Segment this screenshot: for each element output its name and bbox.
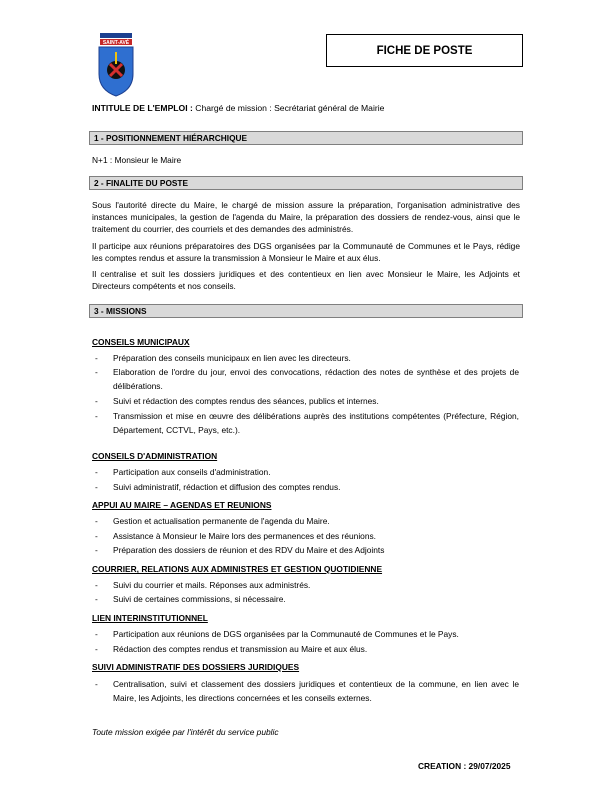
mission-item [95,365,519,393]
mission-item-text: Assistance à Monsieur le Maire lors des permanences et des réunions. [113,531,377,541]
job-title-line [92,103,384,113]
mission-group-title: CONSEILS D'ADMINISTRATION [92,451,218,461]
finalite-paragraph-2: Il participe aux réunions préparatoires des DGS organisées par la Communauté de Communes et le Pays, rédige les comptes rendus et assure la transmission à Monsieur le Maire et aux élus. [92,241,520,264]
bullet-dash: - [95,467,98,477]
finalite-paragraph-3: Il centralise et suit les dossiers juridiques et des contentieux en lien avec Monsieur le Maire, les Adjoints et Directeurs compétents et nos conseils. [92,269,520,292]
job-title-label: INTITULE DE L'EMPLOI : [92,103,193,113]
bullet-dash: - [95,580,98,590]
mission-item [95,465,519,479]
bullet-dash: - [95,629,98,639]
mission-item-text: Suivi du courrier et mails. Réponses aux administrés. [113,580,311,590]
mission-item-text: Participation aux réunions de DGS organisées par la Communauté de Communes et le Pays. [113,629,459,639]
bullet-dash: - [95,679,98,689]
mission-item [95,514,519,528]
mission-item-text: Gestion et actualisation permanente de l'agenda du Maire. [113,516,330,526]
mission-item-text: Elaboration de l'ordre du jour, envoi des convocations, rédaction des notes de synthèse et des projets de délibérations. [113,367,519,392]
section-2-heading: 2 - FINALITE DU POSTE [89,176,523,190]
section-1-heading: 1 - POSITIONNEMENT HIÉRARCHIQUE [89,131,523,145]
bullet-dash: - [95,594,98,604]
mission-item [95,394,519,408]
bullet-dash: - [95,516,98,526]
coat-of-arms-logo [96,30,136,98]
mission-item [95,578,519,592]
mission-item-text: Préparation des conseils municipaux en lien avec les directeurs. [113,353,351,363]
bullet-dash: - [95,545,98,555]
mission-item [95,480,519,494]
mission-item [95,642,519,656]
mission-item-text: Suivi administratif, rédaction et diffusion des comptes rendus. [113,482,341,492]
mission-item-text: Préparation des dossiers de réunion et des RDV du Maire et des Adjoints [113,545,385,555]
mission-item-text: Suivi de certaines commissions, si nécessaire. [113,594,286,604]
mission-item [95,409,519,437]
bullet-dash: - [95,367,98,377]
mission-item-text: Centralisation, suivi et classement des dossiers juridiques et contentieux de la commune, en lien avec le Maire, les Adjoints, les directions concernées et les conseils externes. [113,679,519,704]
mission-item [95,529,519,543]
mission-item-text: Transmission et mise en œuvre des délibérations auprès des institutions compétentes (Préfecture, Région, Département, CCTVL, Pays, etc.). [113,411,519,436]
mission-item [95,627,519,641]
mission-group-title: LIEN INTERINSTITUTIONNEL [92,613,208,623]
mission-item-text: Rédaction des comptes rendus et transmission au Maire et aux élus. [113,644,368,654]
mission-item [95,543,519,557]
mission-group-title: APPUI AU MAIRE – AGENDAS ET REUNIONS [92,500,272,510]
mission-item [95,677,519,705]
mission-group-title: SUIVI ADMINISTRATIF DES DOSSIERS JURIDIQUES [92,662,300,672]
bullet-dash: - [95,531,98,541]
mission-group-title: CONSEILS MUNICIPAUX [92,337,190,347]
bullet-dash: - [95,482,98,492]
bullet-dash: - [95,411,98,421]
bullet-dash: - [95,353,98,363]
job-title-value: Chargé de mission : Secrétariat général de Mairie [195,103,385,113]
mission-item [95,592,519,606]
mission-item-text: Suivi et rédaction des comptes rendus des séances, publics et internes. [113,396,379,406]
section-3-heading: 3 - MISSIONS [89,304,523,318]
bullet-dash: - [95,396,98,406]
mission-group-title: COURRIER, RELATIONS AUX ADMINISTRES ET GESTION QUOTIDIENNE [92,564,383,574]
bullet-dash: - [95,644,98,654]
creation-date: CREATION : 29/07/2025 [418,761,511,771]
page-title: FICHE DE POSTE [326,34,523,67]
section-1-text: N+1 : Monsieur le Maire [92,155,182,165]
mission-item-text: Participation aux conseils d'administration. [113,467,271,477]
mission-item [95,351,519,365]
footer-note: Toute mission exigée par l'intérêt du service public [92,727,279,737]
finalite-paragraph-1: Sous l'autorité directe du Maire, le chargé de mission assure la préparation, l'organisation administrative des instances municipales, la gestion de l'agenda du Maire, la préparation des dossiers de rendez-vous, ainsi que le traitement du courrier, des courriels et des demandes des administrés. [92,200,520,235]
logo-text: SAINT-AVÉ [102,40,130,46]
